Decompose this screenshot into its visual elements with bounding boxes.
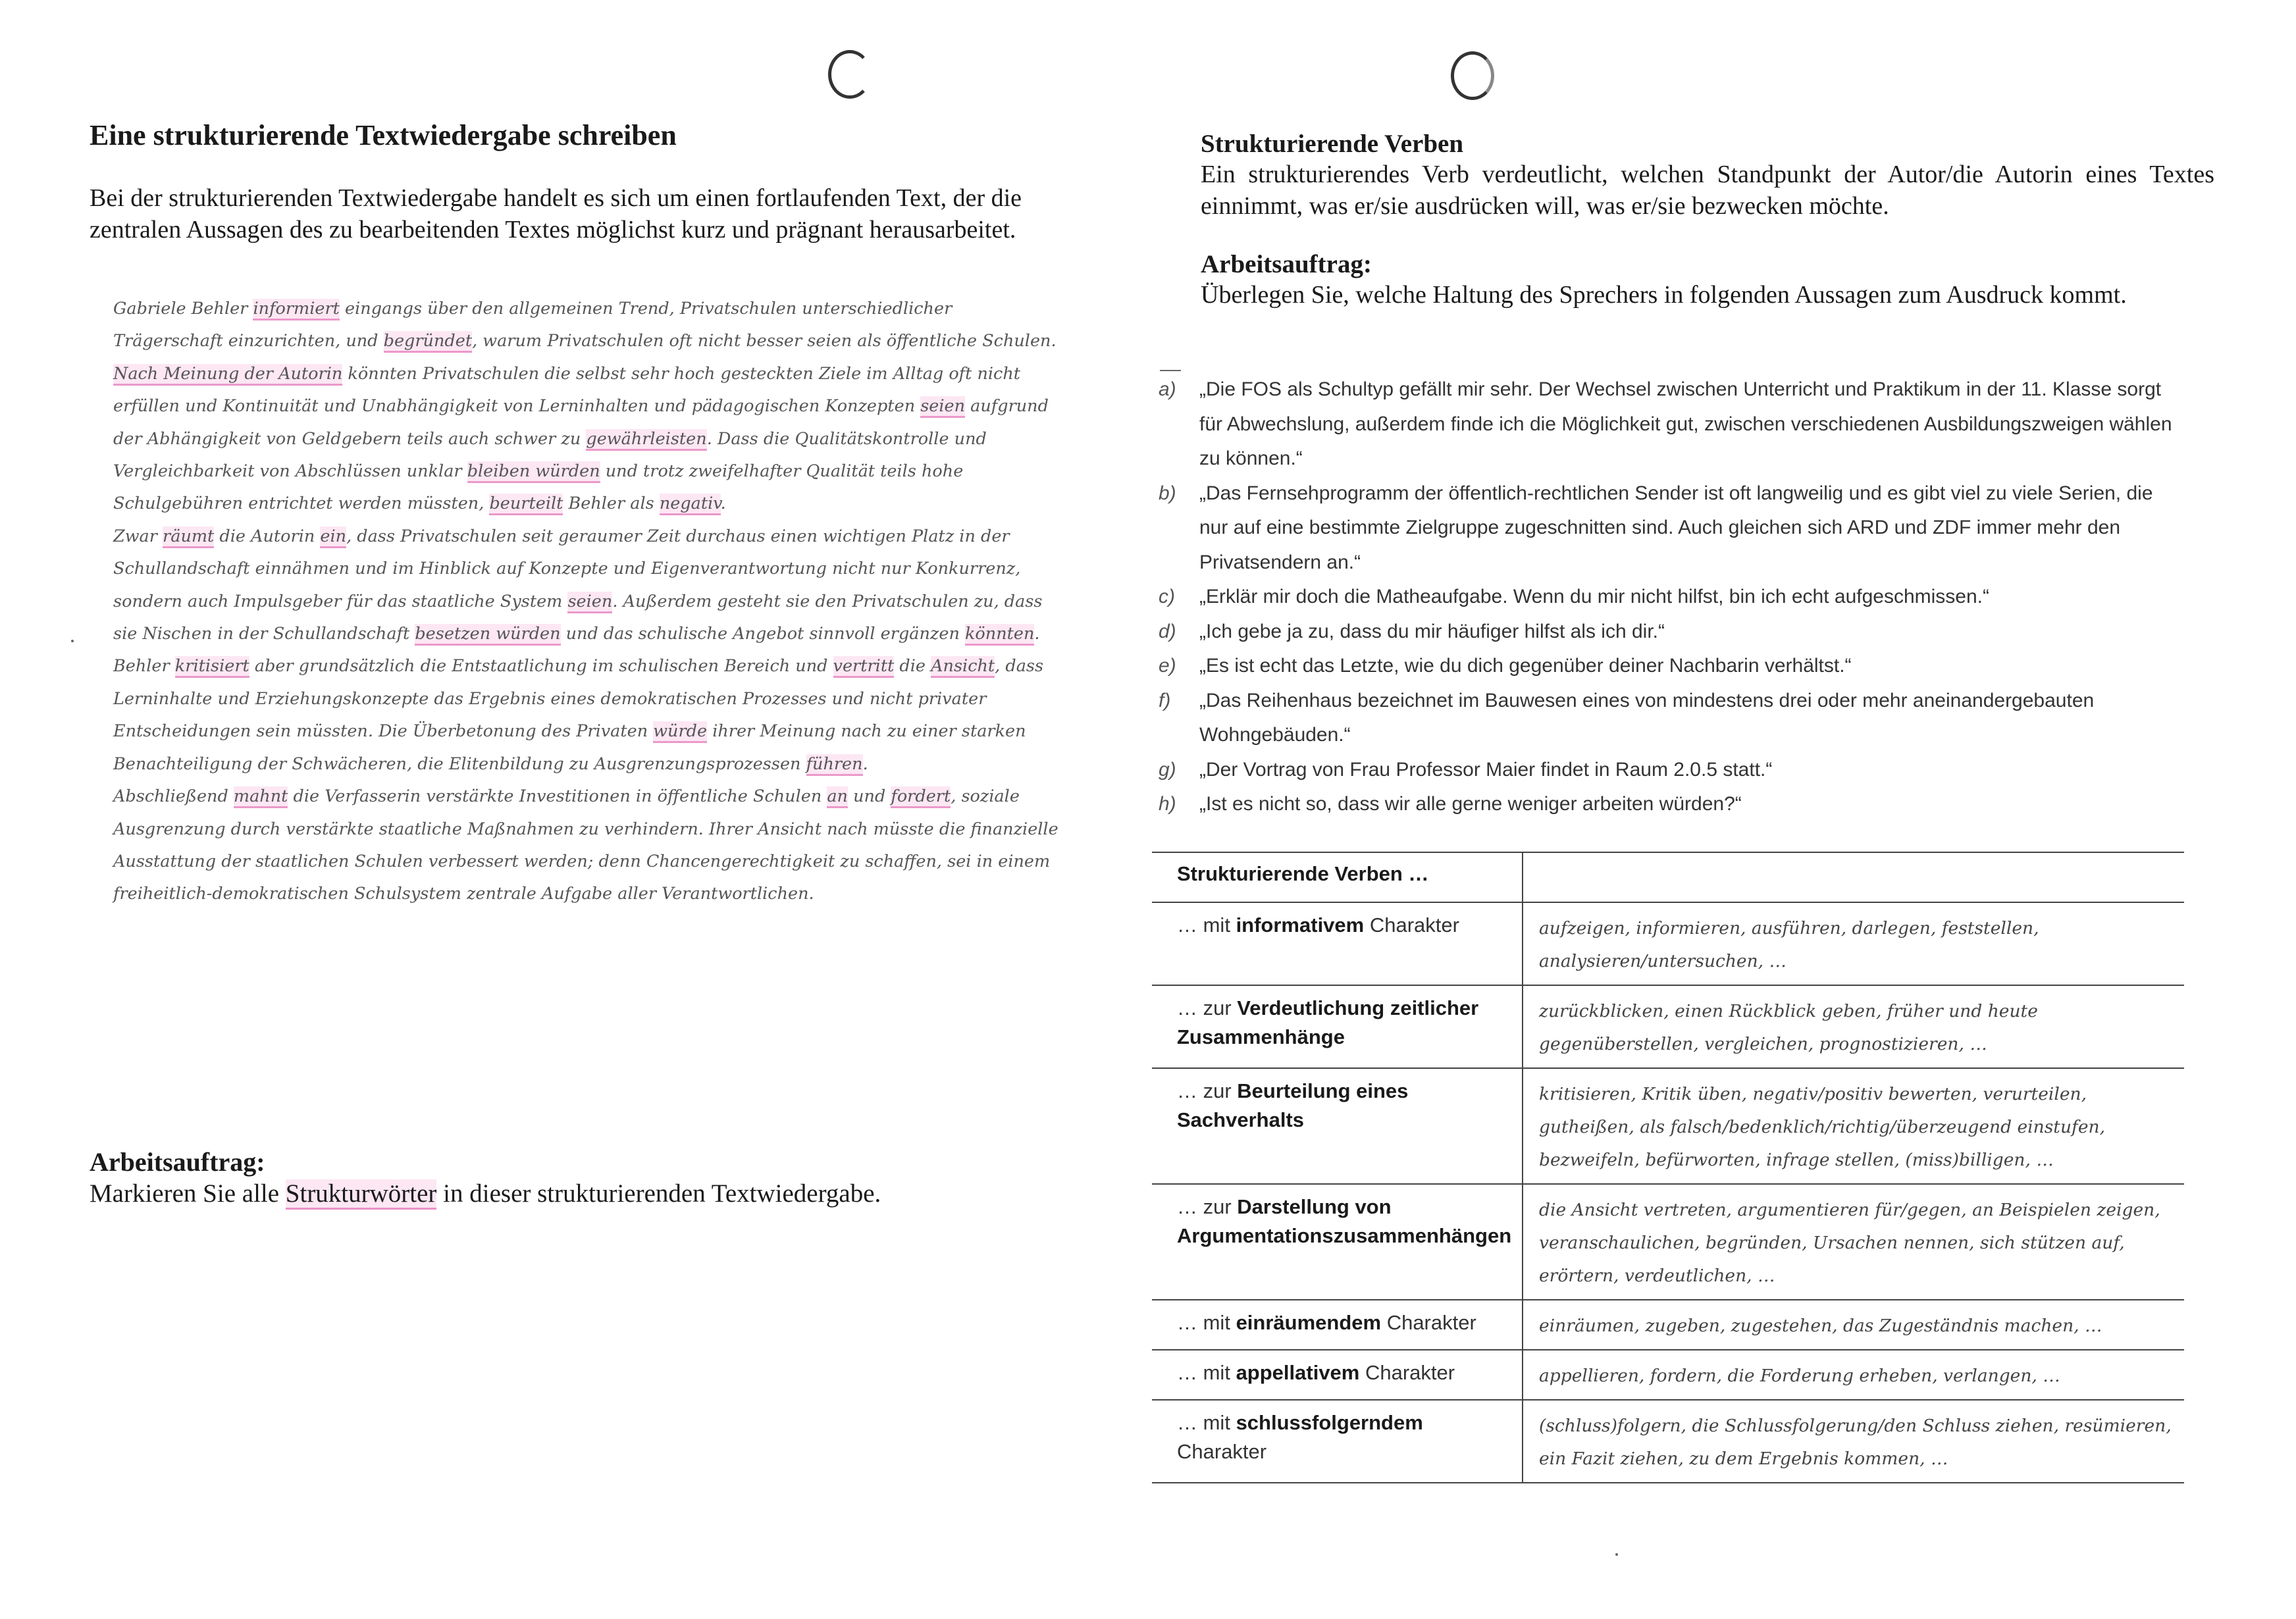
scan-speck — [1615, 1553, 1618, 1556]
category-prefix: … mit — [1177, 1361, 1236, 1384]
quote-item — [1159, 615, 2185, 650]
category-prefix: … zur — [1177, 996, 1238, 1019]
excerpt-paragraph — [113, 781, 1061, 911]
table-body — [1152, 902, 2184, 1483]
highlighted-structure-word: informiert — [253, 299, 339, 321]
punch-hole-right — [1451, 51, 1494, 100]
left-task-block — [90, 1146, 1051, 1208]
quote-text: „Ich gebe ja zu, dass du mir häufiger hilfst als ich dir.“ — [1199, 620, 1665, 642]
category-suffix: Charakter — [1359, 1361, 1455, 1384]
verb-examples-cell: zurückblicken, einen Rückblick geben, früher und heute gegenüberstellen, vergleichen, prognostizieren, … — [1523, 985, 2184, 1068]
category-keyword: appellativem — [1236, 1361, 1360, 1384]
structuring-verbs-table — [1152, 852, 2184, 1483]
table-row — [1152, 1400, 2184, 1483]
quote-item — [1159, 373, 2185, 476]
quote-text: „Das Reihenhaus bezeichnet im Bauwesen eines von mindestens drei oder mehr aneinandergebauten Wohngebäuden.“ — [1199, 689, 2095, 746]
table-row — [1152, 985, 2184, 1068]
quote-letter: g) — [1159, 758, 1176, 781]
quote-item — [1159, 476, 2185, 580]
category-suffix: Charakter — [1381, 1311, 1476, 1334]
quote-text: „Das Fernsehprogramm der öffentlich-rechtlichen Sender ist oft langweilig und es gibt viel zu viele Serien, die nur auf eine bestimmte Zielgruppe zugeschnitten sind. Auch gleichen sich ARD und ZDF immer mehr den Privatsendern an.“ — [1199, 482, 2153, 573]
verb-examples-cell: appellieren, fordern, die Forderung erheben, verlangen, … — [1523, 1350, 2184, 1400]
excerpt-text: , soziale Ausgrenzung durch verstärkte staatliche Maßnahmen zu verhindern. Ihrer Ansicht nach müsste die finanzielle Ausstattung der staatlichen Schulen verbessert werden; denn Chancengerechtigkeit zu schaffen, sei in einem freiheitlich-demokratischen Schulsystem zentrale Aufgabe aller Verantwortlichen. — [113, 786, 1058, 904]
highlighted-structure-word: würde — [653, 721, 707, 743]
quote-item — [1159, 684, 2185, 753]
highlighted-structure-word: negativ — [660, 494, 721, 515]
quote-item — [1159, 649, 2185, 684]
category-prefix: … mit — [1177, 913, 1236, 937]
excerpt-paragraph — [113, 521, 1061, 651]
highlighted-structure-word: fordert — [891, 786, 951, 808]
table-row — [1152, 1068, 2184, 1184]
table-row — [1152, 1184, 2184, 1300]
excerpt-text: und — [848, 786, 891, 807]
quote-item — [1159, 580, 2185, 615]
verb-category-cell — [1152, 1184, 1523, 1300]
excerpt-text: . Außerdem gesteht sie den Privatschulen zu, dass sie Nischen in der Schullandschaft — [113, 591, 1043, 644]
excerpt-text: . — [1034, 624, 1040, 644]
verb-examples-cell: kritisieren, Kritik üben, negativ/positiv bewerten, verurteilen, gutheißen, als falsch/bedenklich/richtig/überzeugend einstufen, bezweifeln, befürworten, infrage stellen, (miss)billigen, … — [1523, 1068, 2184, 1184]
excerpt-text: Gabriele Behler — [113, 299, 253, 319]
verb-examples-cell: (schluss)folgern, die Schlussfolgerung/den Schluss ziehen, resümieren, ein Fazit ziehen, zu dem Ergebnis kommen, … — [1523, 1400, 2184, 1483]
quote-text: „Ist es nicht so, dass wir alle gerne weniger arbeiten würden?“ — [1199, 793, 1742, 815]
table-header-cell: Strukturierende Verben … — [1152, 852, 1523, 902]
excerpt-text: Zwar — [113, 526, 163, 546]
table-row — [1152, 902, 2184, 985]
excerpt-text: , warum Privatschulen oft nicht besser seien als öffentliche Schulen. — [472, 331, 1057, 351]
excerpt-text: , dass Lerninhalte und Erziehungskonzepte das Ergebnis eines demokratischen Prozesses und nicht privater Entscheidungen sein müssten. Die Überbetonung des Privaten — [113, 656, 1044, 742]
category-prefix: … zur — [1177, 1195, 1238, 1218]
right-task-block — [1201, 249, 2214, 311]
quote-text: „Die FOS als Schultyp gefällt mir sehr. Der Wechsel zwischen Unterricht und Praktikum in der 11. Klasse sorgt für Abwechslung, außerdem finde ich die Möglichkeit gut, zwischen verschiedenen Ausbildungszweigen wählen zu können.“ — [1199, 378, 2172, 469]
highlighted-structure-word: könnten — [965, 624, 1034, 646]
left-task-highlighted-word: Strukturwörter — [286, 1179, 437, 1210]
category-keyword: Beurteilung eines Sachverhalts — [1177, 1079, 1409, 1131]
excerpt-text: aber grundsätzlich die Entstaatlichung im schulischen Bereich und — [249, 656, 833, 677]
highlighted-structure-word: Ansicht — [931, 656, 995, 678]
verb-category-cell — [1152, 1300, 1523, 1350]
quote-letter: f) — [1159, 689, 1171, 711]
quotes-divider — [1160, 370, 1181, 371]
punch-hole-left — [828, 50, 872, 99]
table-row — [1152, 1350, 2184, 1400]
verb-category-cell — [1152, 1400, 1523, 1483]
quote-letter: b) — [1159, 482, 1176, 504]
category-keyword: schlussfolgerndem — [1236, 1411, 1423, 1434]
quote-text: „Es ist echt das Letzte, wie du dich gegenüber deiner Nachbarin verhältst.“ — [1199, 655, 1852, 677]
excerpt-text: die Verfasserin verstärkte Investitionen in öffentliche Schulen — [288, 786, 827, 807]
verb-category-cell — [1152, 1350, 1523, 1400]
left-task-text-before: Markieren Sie alle — [90, 1179, 286, 1208]
category-prefix: … mit — [1177, 1311, 1236, 1334]
left-page — [90, 118, 1058, 911]
highlighted-structure-word: an — [827, 786, 848, 808]
excerpt-text: könnten Privatschulen die selbst sehr hoch gesteckten Ziele im Alltag oft nicht erfüllen und Kontinuität und Unabhängigkeit von Lerninhalten und pädagogischen Konzepten — [113, 363, 1020, 417]
highlighted-structure-word: Nach Meinung der Autorin — [113, 364, 342, 386]
quote-letter: e) — [1159, 655, 1176, 677]
excerpt-text: . Dass die Qualitätskontrolle und Vergleichbarkeit von Abschlüssen unklar — [113, 428, 987, 482]
verb-examples-cell: aufzeigen, informieren, ausführen, darlegen, feststellen, analysieren/untersuchen, … — [1523, 902, 2184, 985]
excerpt-text: ihrer Meinung nach zu einer starken Benachteiligung der Schwächeren, die Elitenbildung zu Ausgrenzungsprozessen — [113, 721, 1026, 774]
verb-examples-cell: einräumen, zugeben, zugestehen, das Zugeständnis machen, … — [1523, 1300, 2184, 1350]
right-page-heading: Strukturierende Verben — [1201, 130, 1464, 158]
highlighted-structure-word: ein — [320, 527, 346, 548]
excerpt-text: Behler als — [563, 494, 660, 514]
highlighted-structure-word: kritisiert — [175, 656, 249, 678]
quote-letter: h) — [1159, 793, 1176, 815]
quote-item — [1159, 753, 2185, 788]
quote-letter: a) — [1159, 378, 1176, 400]
table-header-empty-cell — [1523, 852, 2184, 902]
left-page-title: Eine strukturierende Textwiedergabe schreiben — [90, 119, 677, 151]
quote-item — [1159, 787, 2185, 822]
quote-text: „Erklär mir doch die Matheaufgabe. Wenn du mir nicht hilfst, bin ich echt aufgeschmissen.“ — [1199, 586, 1989, 607]
highlighted-structure-word: vertritt — [833, 656, 895, 678]
quote-list — [1159, 373, 2185, 822]
table-header-row — [1152, 852, 2184, 902]
highlighted-structure-word: mahnt — [234, 786, 288, 808]
excerpt-paragraph — [113, 650, 1061, 781]
highlighted-structure-word: bleiben würden — [467, 461, 600, 483]
left-task-heading: Arbeitsauftrag: — [90, 1147, 265, 1177]
category-keyword: einräumendem — [1236, 1311, 1382, 1334]
excerpt-text: und trotz zweifelhafter Qualität teils hohe Schulgebühren entrichtet werden müssten, — [113, 461, 964, 514]
left-intro-paragraph: Bei der strukturierenden Textwiedergabe handelt es sich um einen fortlaufenden Text, der die zentralen Aussagen des zu bearbeitenden Textes möglichst kurz und prägnant herausarbeitet. — [90, 184, 1022, 244]
excerpt-text: und das schulische Angebot sinnvoll ergänzen — [560, 624, 965, 644]
excerpt-paragraph — [113, 293, 1061, 521]
quote-text: „Der Vortrag von Frau Professor Maier findet in Raum 2.0.5 statt.“ — [1199, 758, 1773, 781]
category-suffix: Charakter — [1364, 913, 1459, 937]
excerpt-text: . — [720, 494, 726, 514]
excerpt-text: . — [862, 754, 868, 774]
category-keyword: Verdeutlichung zeitlicher Zusammenhänge — [1177, 996, 1479, 1048]
highlighted-structure-word: seien — [567, 592, 612, 613]
right-task-heading: Arbeitsauftrag: — [1201, 250, 1372, 278]
excerpt-text: die Autorin — [214, 526, 321, 546]
highlighted-structure-word: gewährleisten — [586, 429, 706, 451]
verb-category-cell — [1152, 985, 1523, 1068]
category-keyword: informativem — [1236, 913, 1365, 937]
right-task-text: Überlegen Sie, welche Haltung des Sprechers in folgenden Aussagen zum Ausdruck kommt. — [1201, 281, 2127, 309]
quote-letter: c) — [1159, 586, 1175, 607]
left-task-text — [90, 1179, 1051, 1208]
excerpt-text: , dass Privatschulen seit geraumer Zeit durchaus einen wichtigen Platz in der Schullandschaft einnähmen und im Hinblick auf Konzepte und Eigenverantwortung nicht nur Konkurrenz, sondern auch Impulsgeber für das staatliche System — [113, 526, 1021, 611]
highlighted-structure-word: räumt — [163, 527, 214, 548]
verb-category-cell — [1152, 1068, 1523, 1184]
category-prefix: … zur — [1177, 1079, 1238, 1102]
text-excerpt — [113, 293, 1061, 911]
excerpt-text: Abschließend — [113, 786, 234, 807]
right-intro-paragraph: Ein strukturierendes Verb verdeutlicht, welchen Standpunkt der Autor/die Autorin eines Textes einnimmt, was er/sie ausdrücken will, was er/sie bezwecken möchte. — [1201, 161, 2214, 220]
highlighted-structure-word: besetzen würden — [415, 624, 560, 646]
table-row — [1152, 1300, 2184, 1350]
category-prefix: … mit — [1177, 1411, 1236, 1434]
excerpt-text: aufgrund der Abhängigkeit von Geldgebern teils auch schwer zu — [113, 396, 1049, 449]
verb-category-cell — [1152, 902, 1523, 985]
highlighted-structure-word: führen — [806, 754, 863, 776]
category-keyword: Darstellung von Argumentationszusammenhängen — [1177, 1195, 1512, 1247]
right-page — [1201, 129, 2214, 311]
category-suffix: Charakter — [1177, 1440, 1267, 1463]
excerpt-text: die — [894, 656, 931, 677]
excerpt-text: Behler — [113, 656, 175, 677]
quote-letter: d) — [1159, 620, 1176, 642]
scan-speck — [71, 640, 74, 642]
left-task-text-after: in dieser strukturierenden Textwiedergabe. — [436, 1179, 881, 1208]
highlighted-structure-word: beurteilt — [489, 494, 563, 515]
highlighted-structure-word: seien — [920, 396, 965, 418]
verb-examples-cell: die Ansicht vertreten, argumentieren für/gegen, an Beispielen zeigen, veranschaulichen, begründen, Ursachen nennen, sich stützen auf, erörtern, verdeutlichen, … — [1523, 1184, 2184, 1300]
excerpt-text: eingangs über den allgemeinen Trend, Privatschulen unterschiedlicher Trägerschaft einzurichten, und — [113, 299, 952, 351]
highlighted-structure-word: begründet — [384, 331, 472, 353]
